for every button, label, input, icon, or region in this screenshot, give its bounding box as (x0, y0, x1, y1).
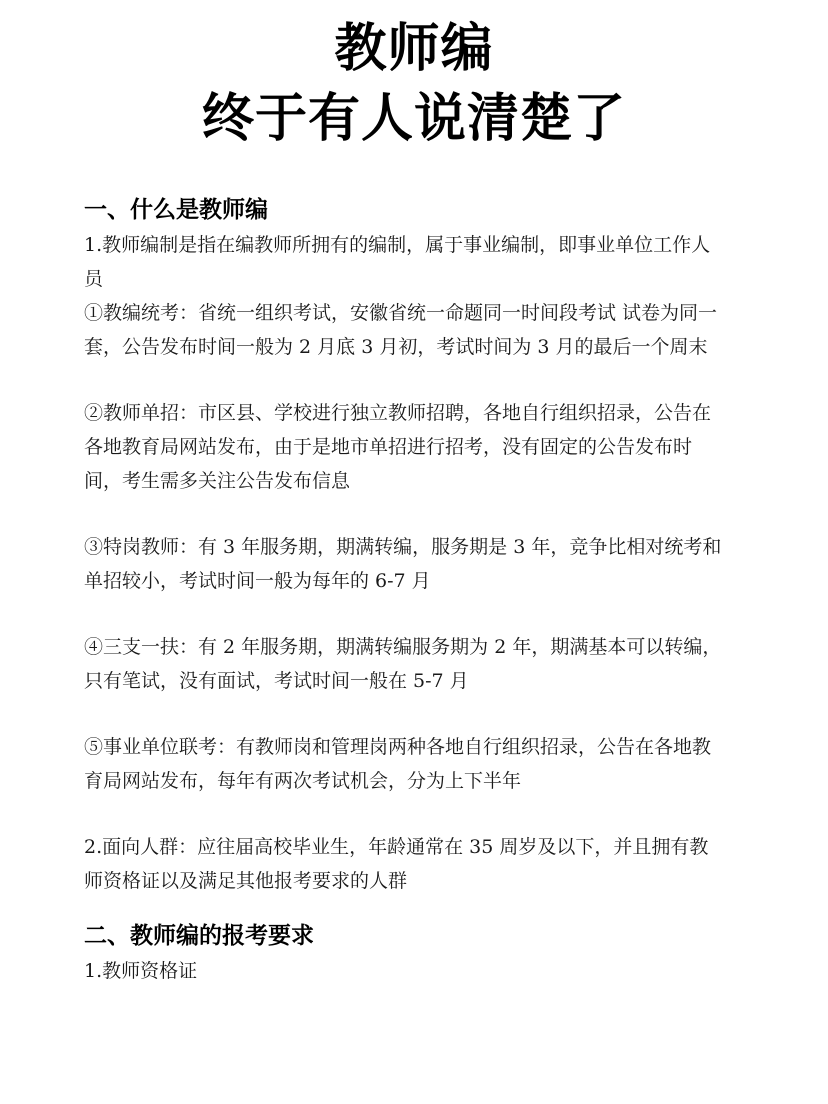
title-block (0, 14, 828, 154)
section-heading-2: 二、教师编的报考要求 (84, 923, 314, 949)
page-title-line-1: 教师编 (334, 19, 494, 79)
paragraph-special-post: ③特岗教师：有 3 年服务期，期满转编，服务期是 3 年，竞争比相对统考和单招较小，考试时间一般为每年的 6-7 月 (84, 536, 722, 592)
paragraph-target-group: 2.面向人群：应往届高校毕业生，年龄通常在 35 周岁及以下，并且拥有教师资格证以及满足其他报考要求的人群 (84, 836, 709, 892)
page-title-line-2: 终于有人说清楚了 (201, 89, 626, 149)
paragraph-definition: 1.教师编制是指在编教师所拥有的编制，属于事业编制，即事业单位工作人员 (84, 234, 711, 290)
paragraph-certificate: 1.教师资格证 (84, 960, 198, 982)
paragraph-three-supports: ④三支一扶：有 2 年服务期，期满转编服务期为 2 年，期满基本可以转编，只有笔试，没有面试，考试时间一般在 5-7 月 (84, 636, 722, 692)
paragraph-single-recruit: ②教师单招：市区县、学校进行独立教师招聘，各地自行组织招录，公告在各地教育局网站发布，由于是地市单招进行招考，没有固定的公告发布时间，考生需多关注公告发布信息 (84, 402, 712, 492)
paragraph-public-institution: ⑤事业单位联考：有教师岗和管理岗两种各地自行组织招录，公告在各地教育局网站发布，每年有两次考试机会，分为上下半年 (84, 736, 712, 792)
article-body (84, 192, 724, 988)
paragraph-unified-exam: ①教编统考：省统一组织考试，安徽省统一命题同一时间段考试 试卷为同一套，公告发布时间一般为 2 月底 3 月初，考试时间为 3 月的最后一个周末 (84, 302, 718, 358)
section-heading-1: 一、什么是教师编 (84, 197, 268, 223)
